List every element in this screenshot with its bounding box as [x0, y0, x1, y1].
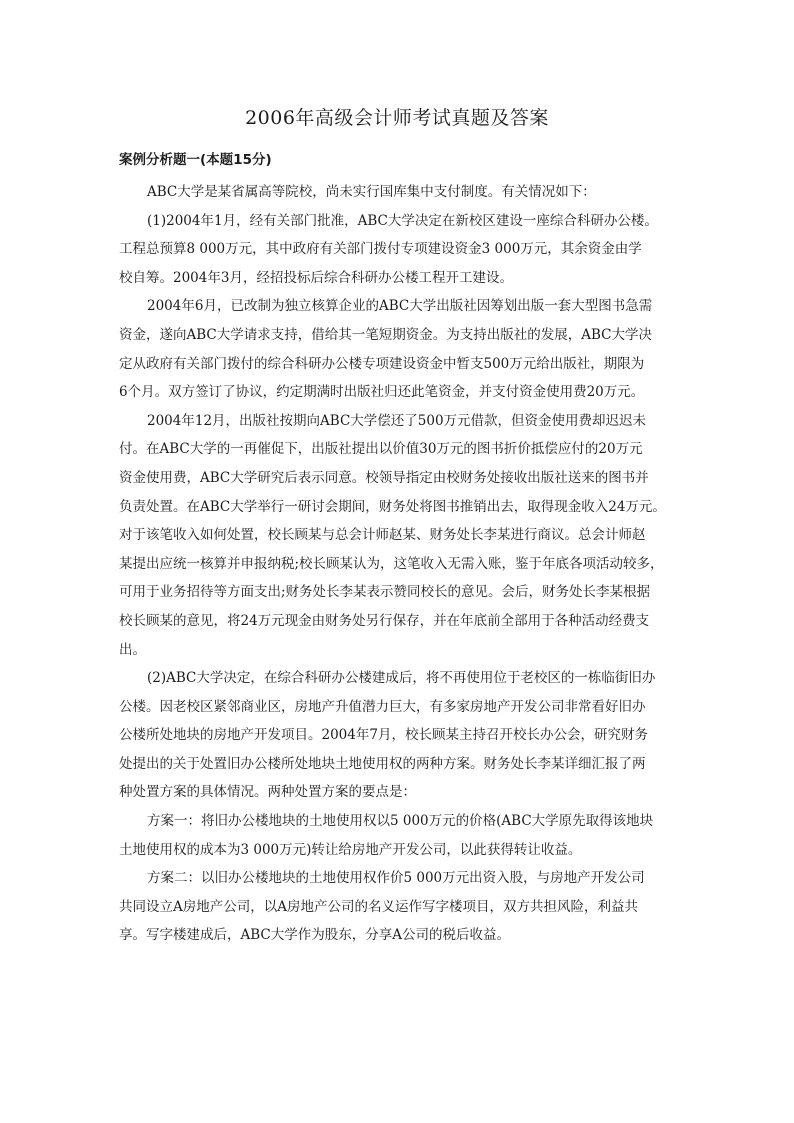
text-line: 校长顾某的意见，将24万元现金由财务处另行保存，并在年底前全部用于各种活动经费支	[119, 612, 650, 629]
text-line: 方案二：以旧办公楼地块的土地使用权作价5 000万元出资入股，与房地产开发公司	[147, 870, 645, 887]
text-line: 公楼所处地块的房地产开发项目。2004年7月，校长顾某主持召开校长办公会，研究财务	[119, 727, 648, 744]
text-line: 共同设立A房地产公司，以A房地产公司的名义运作写字楼项目，双方共担风险，利益共	[119, 898, 638, 915]
text-line: 资金使用费，ABC大学研究后表示同意。校领导指定由校财务处接收出版社送来的图书并	[119, 469, 649, 486]
text-line: 出。	[119, 641, 146, 658]
text-line: ABC大学是某省属高等院校，尚未实行国库集中支付制度。有关情况如下：	[147, 184, 596, 200]
text-line: 校自筹。2004年3月，经招投标后综合科研办公楼工程开工建设。	[119, 269, 513, 286]
text-line: 资金，遂向ABC大学请求支持，借给其一笔短期资金。为支持出版社的发展，ABC大学决	[119, 326, 652, 343]
text-line: 可用于业务招待等方面支出;财务处长李某表示赞同校长的意见。会后，财务处长李某根据	[119, 584, 651, 601]
text-line: 土地使用权的成本为3 000万元)转让给房地产开发公司，以此获得转让收益。	[119, 841, 582, 858]
text-line: 处提出的关于处置旧办公楼所处地块土地使用权的两种方案。财务处长李某详细汇报了两	[119, 755, 646, 772]
text-line: 公楼。因老校区紧邻商业区，房地产升值潜力巨大，有多家房地产开发公司非常看好旧办	[119, 698, 646, 715]
text-line: 2004年6月，已改制为独立核算企业的ABC大学出版社因筹划出版一套大型图书急需	[147, 298, 653, 315]
text-line: 种处置方案的具体情况。两种处置方案的要点是：	[119, 784, 416, 801]
text-line: 享。写字楼建成后，ABC大学作为股东，分享A公司的税后收益。	[119, 927, 510, 944]
document-body	[119, 178, 689, 950]
text-line: 付。在ABC大学的一再催促下，出版社提出以价值30万元的图书折价抵偿应付的20万元	[119, 441, 643, 458]
text-line: (2)ABC大学决定，在综合科研办公楼建成后，将不再使用位于老校区的一栋临街旧办	[147, 670, 656, 687]
text-line: 工程总预算8 000万元，其中政府有关部门拨付专项建设资金3 000万元，其余资金由学	[119, 241, 642, 258]
text-line: 2004年12月，出版社按期向ABC大学偿还了500万元借款，但资金使用费却迟迟未	[147, 412, 647, 429]
text-line: 定从政府有关部门拨付的综合科研办公楼专项建设资金中暂支500万元给出版社，期限为	[119, 355, 645, 372]
text-line: 某提出应统一核算并申报纳税;校长顾某认为，这笔收入无需入账，鉴于年底各项活动较多，	[119, 555, 664, 572]
text-line: 负责处置。在ABC大学举行一研讨会期间，财务处将图书推销出去，取得现金收入24万元。	[119, 498, 666, 515]
document-title: 2006年高级会计师考试真题及答案	[245, 107, 549, 129]
text-line: 方案一：将旧办公楼地块的土地使用权以5 000万元的价格(ABC大学原先取得该地块	[147, 813, 654, 830]
text-line: 对于该笔收入如何处置，校长顾某与总会计师赵某、财务处长李某进行商议。总会计师赵	[119, 527, 646, 544]
text-line: 6个月。双方签订了协议，约定期满时出版社归还此笔资金，并支付资金使用费20万元。	[119, 384, 645, 401]
text-line: (1)2004年1月，经有关部门批准，ABC大学决定在新校区建设一座综合科研办公楼。	[147, 212, 658, 229]
section-heading: 案例分析题一(本题15分)	[119, 152, 272, 168]
